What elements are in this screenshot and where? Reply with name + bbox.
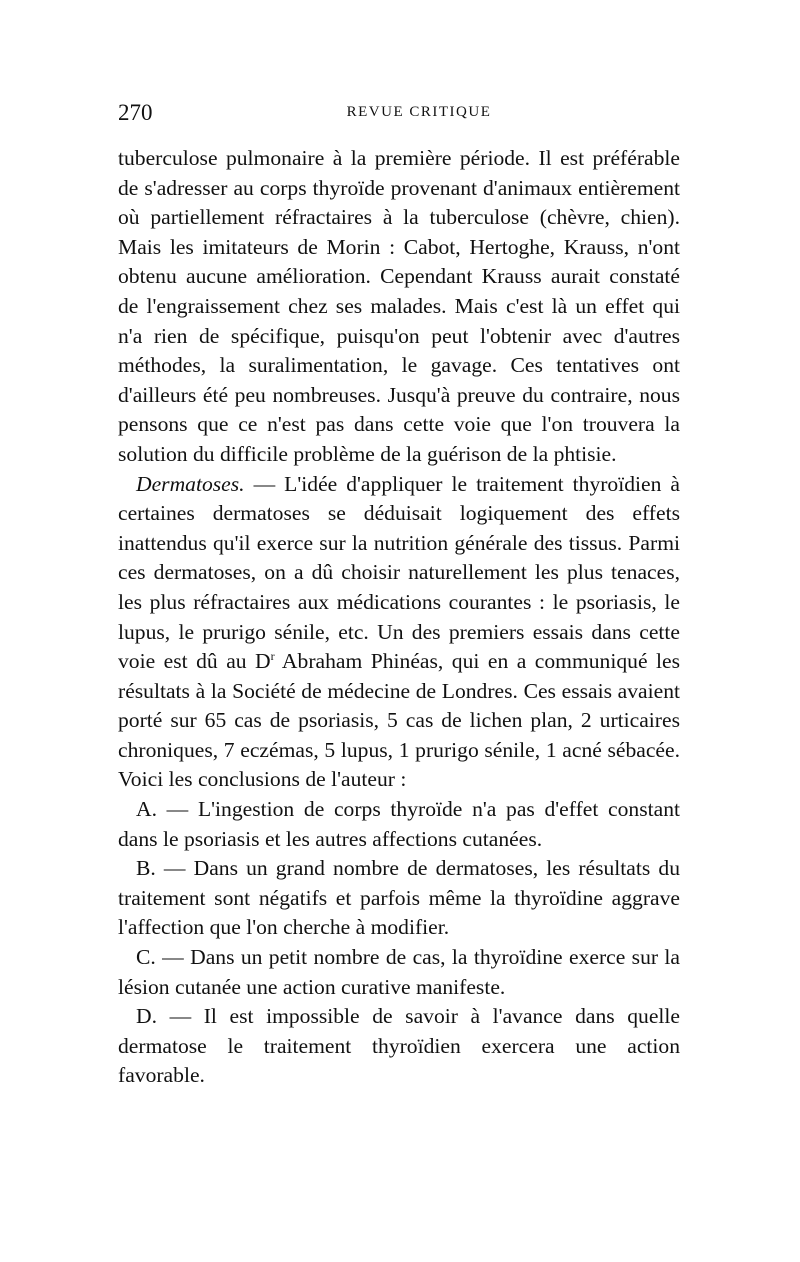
- section-lead-dermatoses: Dermatoses.: [136, 471, 245, 496]
- paragraph-dermatoses-text-a: — L'idée d'appliquer le traitement thyroïdien à certaines dermatoses se déduisait logiquement des effets inattendus qu'il exerce sur la nutrition générale des tissus. Parmi ces dermatoses, on a dû choisir naturellement les plus tenaces, les plus réfractaires aux médications courantes : le psoriasis, le lupus, le prurigo sénile, etc. Un des premiers essais dans cette voie est dû au D: [118, 471, 680, 674]
- page-header: [118, 100, 680, 144]
- conclusion-b: B. — Dans un grand nombre de dermatoses, les résultats du traitement sont négatifs et parfois même la thyroïdine aggrave l'affection que l'on cherche à modifier.: [118, 856, 680, 940]
- book-page: [118, 100, 680, 1091]
- paragraph-dermatoses: [118, 470, 680, 796]
- running-title: REVUE CRITIQUE: [346, 104, 492, 120]
- paragraph-dermatoses-text-b: Abraham Phinéas, qui en a communiqué les résultats à la Société de médecine de Londres. Ces essais avaient porté sur 65 cas de psoriasis, 5 cas de lichen plan, 2 urticaires chroniques, 7 eczémas, 5 lupus, 1 prurigo sénile, 1 acné sébacée. Voici les conclusions de l'auteur :: [118, 649, 680, 792]
- conclusion-d: D. — Il est impossible de savoir à l'avance dans quelle dermatose le traitement thyroïdien exercera une action favorable.: [118, 1004, 680, 1088]
- conclusion-a: A. — L'ingestion de corps thyroïde n'a pas d'effet constant dans le psoriasis et les autres affections cutanées.: [118, 797, 680, 851]
- body-text: [118, 144, 680, 1091]
- doctor-superscript: r: [270, 648, 275, 663]
- conclusion-c: C. — Dans un petit nombre de cas, la thyroïdine exerce sur la lésion cutanée une action curative manifeste.: [118, 945, 680, 999]
- page-number: 270: [118, 100, 153, 125]
- paragraph-tuberculose: tuberculose pulmonaire à la première période. Il est préférable de s'adresser au corps thyroïde provenant d'animaux entièrement où partiellement réfractaires à la tuberculose (chèvre, chien). Mais les imitateurs de Morin : Cabot, Hertoghe, Krauss, n'ont obtenu aucune amélioration. Cependant Krauss aurait constaté de l'engraissement chez ses malades. Mais c'est là un effet qui n'a rien de spécifique, puisqu'on peut l'obtenir avec d'autres méthodes, la suralimentation, le gavage. Ces tentatives ont d'ailleurs été peu nombreuses. Jusqu'à preuve du contraire, nous pensons que ce n'est pas dans cette voie que l'on trouvera la solution du difficile problème de la guérison de la phtisie.: [118, 146, 680, 466]
